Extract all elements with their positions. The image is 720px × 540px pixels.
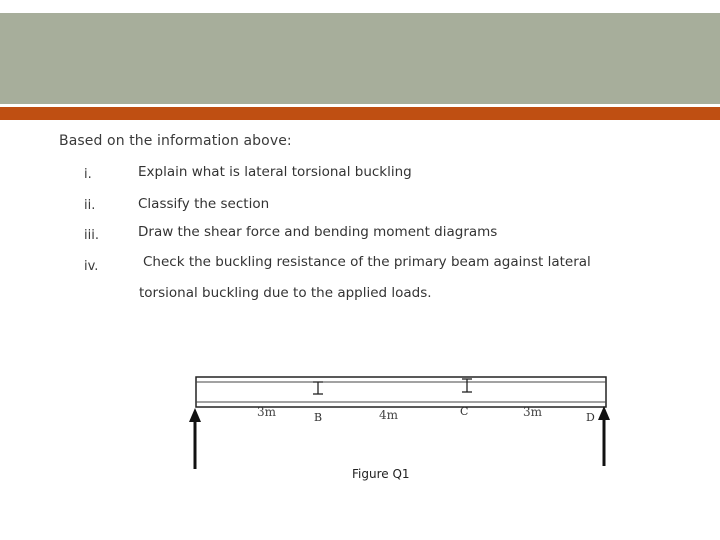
item-number-4: iv. [84,259,99,274]
item-number-1: i. [84,167,92,182]
item-text-1: Explain what is lateral torsional buckling [138,164,412,180]
item-number-2: ii. [84,198,96,213]
span-label-2: 4m [379,408,399,422]
item-text-4: Check the buckling resistance of the primary beam against lateral [143,254,591,270]
item-number-3: iii. [84,228,99,243]
item-text-3: Draw the shear force and bending moment diagrams [138,224,498,240]
figure-caption: Figure Q1 [352,467,410,481]
point-label-d: D [586,411,595,424]
span-label-3: 3m [523,405,543,419]
point-label-c: C [460,405,469,418]
item-text-2: Classify the section [138,196,270,212]
span-label-1: 3m [257,405,277,419]
point-label-b: B [314,411,323,424]
left-support-arrow [189,408,201,469]
right-support-arrow [598,406,610,466]
question-intro: Based on the information above: [59,133,292,149]
item-text-4-continued: torsional buckling due to the applied loads. [139,285,432,301]
